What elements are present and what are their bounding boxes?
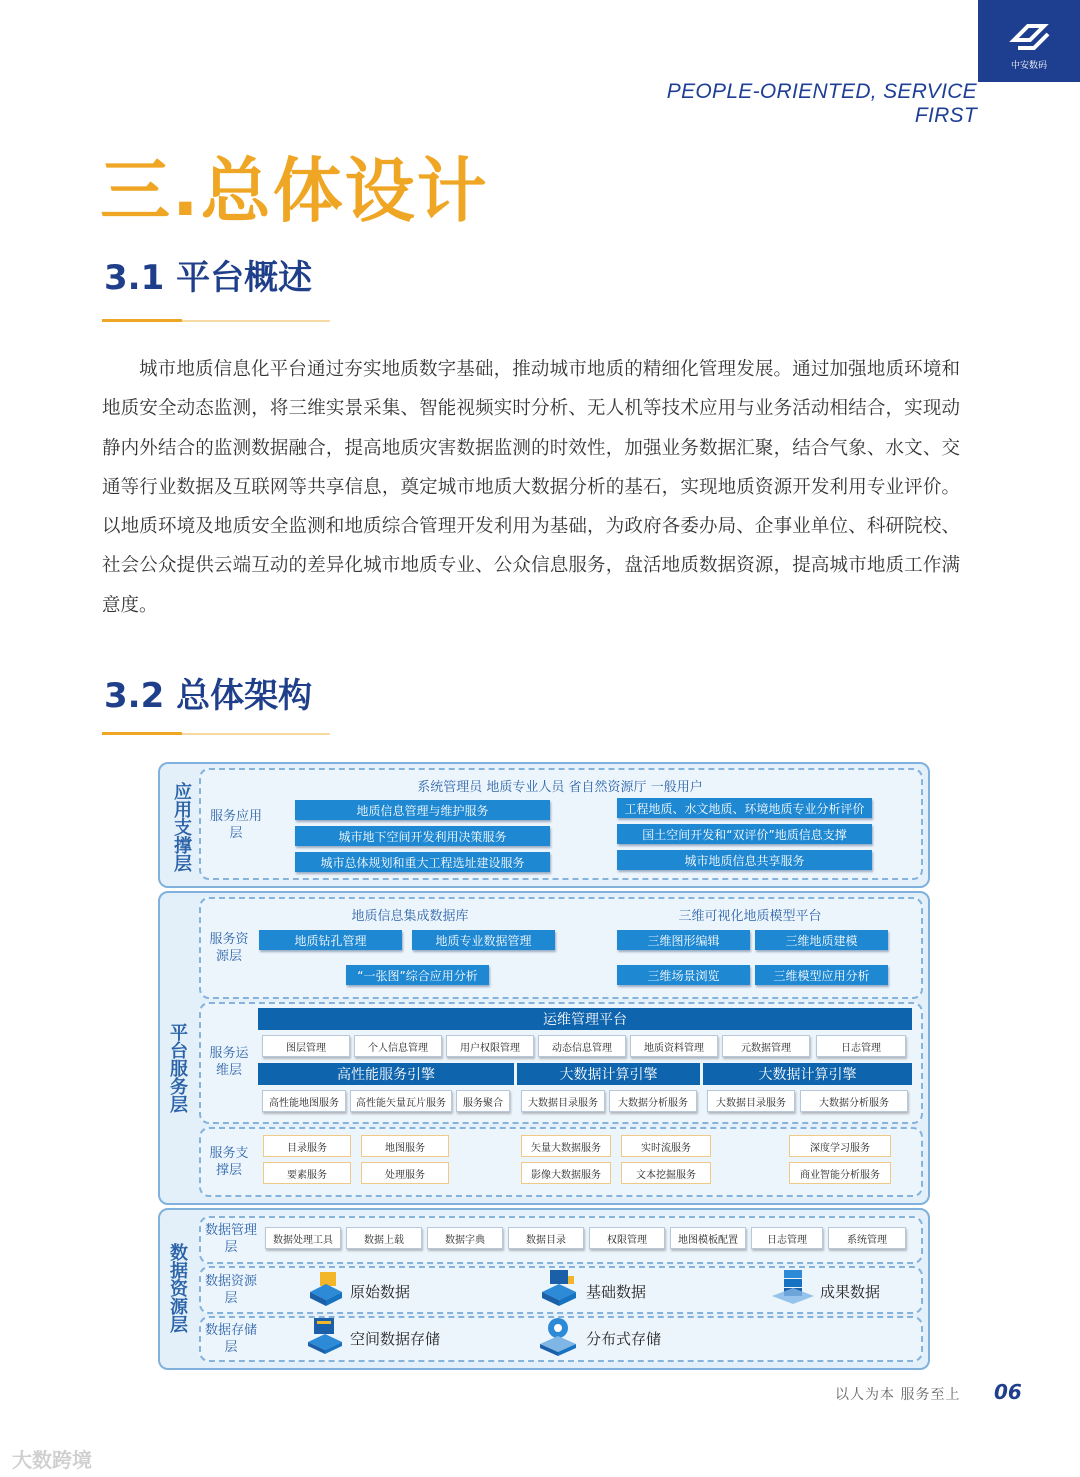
data-mgmt-item: 系统管理 [828, 1227, 906, 1249]
ops-item: 元数据管理 [722, 1035, 810, 1057]
support-item: 文本挖掘服务 [621, 1162, 711, 1184]
section-divider-accent [102, 319, 182, 322]
app-service-item: 国土空间开发和“双评价”地质信息支撑 [617, 824, 872, 844]
section-title-overview: 3.1 平台概述 [104, 258, 313, 298]
data-mgmt-item: 数据处理工具 [265, 1227, 341, 1249]
user-roles: 系统管理员 地质专业人员 省自然资源厅 一般用户 [417, 780, 703, 795]
engine-bar: 大数据计算引擎 [517, 1063, 700, 1085]
data-mgmt-item: 数据上载 [346, 1227, 422, 1249]
footer-slogan: 以人为本 服务至上 [835, 1387, 961, 1403]
resource-item: 三维模型应用分析 [755, 965, 888, 985]
section-divider-accent [102, 732, 182, 735]
app-layer-label: 应用支撑层 [171, 782, 192, 872]
resource-item: 三维场景浏览 [617, 965, 750, 985]
data-storage-item: 分布式存储 [586, 1330, 662, 1348]
support-item: 深度学习服务 [789, 1135, 891, 1157]
support-item: 实时流服务 [621, 1135, 711, 1157]
app-service-item: 地质信息管理与维护服务 [295, 800, 550, 820]
resource-item: “一张图”综合应用分析 [346, 965, 489, 985]
group-title-3d-platform: 三维可视化地质模型平台 [678, 909, 822, 924]
support-item: 处理服务 [361, 1162, 449, 1184]
app-service-item: 城市地质信息共享服务 [617, 850, 872, 870]
support-item: 目录服务 [263, 1135, 351, 1157]
ops-item: 动态信息管理 [538, 1035, 626, 1057]
app-service-item: 工程地质、水文地质、环境地质专业分析评价 [617, 798, 872, 818]
base-data-icon [538, 1268, 580, 1308]
data-layer-label: 数据资源层 [167, 1243, 188, 1333]
data-resource-label: 数据资源层 [205, 1274, 258, 1306]
chapter-title: 三.总体设计 [100, 150, 489, 232]
data-mgmt-item: 数据目录 [508, 1227, 584, 1249]
ops-item: 个人信息管理 [354, 1035, 442, 1057]
slogan: PEOPLE-ORIENTED, SERVICE FIRST [666, 80, 977, 127]
support-item: 矢量大数据服务 [521, 1135, 611, 1157]
engine-item: 高性能矢量瓦片服务 [350, 1090, 452, 1112]
resource-item: 地质钻孔管理 [259, 930, 402, 950]
data-storage-item: 空间数据存储 [350, 1330, 441, 1348]
logo-text: 中安数码 [1010, 61, 1047, 71]
data-resource-item: 基础数据 [586, 1283, 647, 1301]
resource-item: 三维图形编辑 [617, 930, 750, 950]
overview-paragraph: 城市地质信息化平台通过夯实地质数字基础，推动城市地质的精细化管理发展。通过加强地质环境和地质安全动态监测，将三维实景采集、智能视频实时分析、无人机等技术应用与业务活动相结合，实现动静内外结合的监测数据融合，提高地质灾害数据监测的时效性，加强业务数据汇聚，结合气象、水文、交通等行业数据及互联网等共享信息，奠定城市地质大数据分析的基石，实现地质资源开发利用专业评价。以地质环境及地质安全监测和地质综合管理开发利用为基础，为政府各委办局、企事业单位、科研院校、社会公众提供云端互动的差异化城市地质专业、公众信息服务，盘活地质数据资源，提高城市地质工作满意度。 [102, 359, 960, 616]
engine-item: 高性能地图服务 [262, 1090, 346, 1112]
resource-item: 地质专业数据管理 [412, 930, 555, 950]
support-item: 地图服务 [361, 1135, 449, 1157]
engine-item: 服务聚合 [456, 1090, 510, 1112]
engine-bar: 大数据计算引擎 [703, 1063, 912, 1085]
service-ops-label: 服务运维层 [209, 1046, 249, 1078]
ops-item: 地质资料管理 [630, 1035, 718, 1057]
section-title-architecture: 3.2 总体架构 [104, 676, 313, 716]
service-support-label: 服务支撑层 [209, 1146, 249, 1178]
app-service-item: 城市总体规划和重大工程选址建设服务 [295, 852, 550, 872]
engine-item: 大数据分析服务 [609, 1090, 697, 1112]
watermark: 大数跨境 [12, 1448, 92, 1472]
engine-bar: 高性能服务引擎 [258, 1063, 514, 1085]
data-mgmt-item: 地图模板配置 [670, 1227, 746, 1249]
data-mgmt-label: 数据管理层 [205, 1223, 258, 1255]
service-resource-label: 服务资源层 [209, 932, 249, 964]
data-resource-item: 原始数据 [350, 1283, 411, 1301]
engine-item: 大数据目录服务 [707, 1090, 795, 1112]
support-item: 商业智能分析服务 [789, 1162, 891, 1184]
service-app-label: 服务应用层 [209, 809, 262, 841]
data-storage-label: 数据存储层 [205, 1323, 258, 1355]
app-service-item: 城市地下空间开发利用决策服务 [295, 826, 550, 846]
data-mgmt-item: 数据字典 [427, 1227, 503, 1249]
platform-layer-label: 平台服务层 [167, 1023, 188, 1113]
engine-item: 大数据分析服务 [800, 1090, 908, 1112]
raw-data-icon [306, 1270, 346, 1308]
result-data-icon [770, 1268, 816, 1308]
page-number: 06 [994, 1380, 1022, 1404]
support-item: 要素服务 [263, 1162, 351, 1184]
ops-item: 日志管理 [816, 1035, 906, 1057]
support-item: 影像大数据服务 [521, 1162, 611, 1184]
spatial-storage-icon [304, 1316, 346, 1356]
ops-platform-bar: 运维管理平台 [258, 1008, 912, 1030]
ops-item: 用户权限管理 [446, 1035, 534, 1057]
engine-item: 大数据目录服务 [521, 1090, 605, 1112]
data-mgmt-item: 权限管理 [589, 1227, 665, 1249]
distributed-storage-icon [534, 1314, 582, 1356]
ops-item: 图层管理 [262, 1035, 350, 1057]
resource-item: 三维地质建模 [755, 930, 888, 950]
data-resource-item: 成果数据 [820, 1283, 881, 1301]
group-title-database: 地质信息集成数据库 [351, 909, 469, 924]
data-mgmt-item: 日志管理 [751, 1227, 823, 1249]
